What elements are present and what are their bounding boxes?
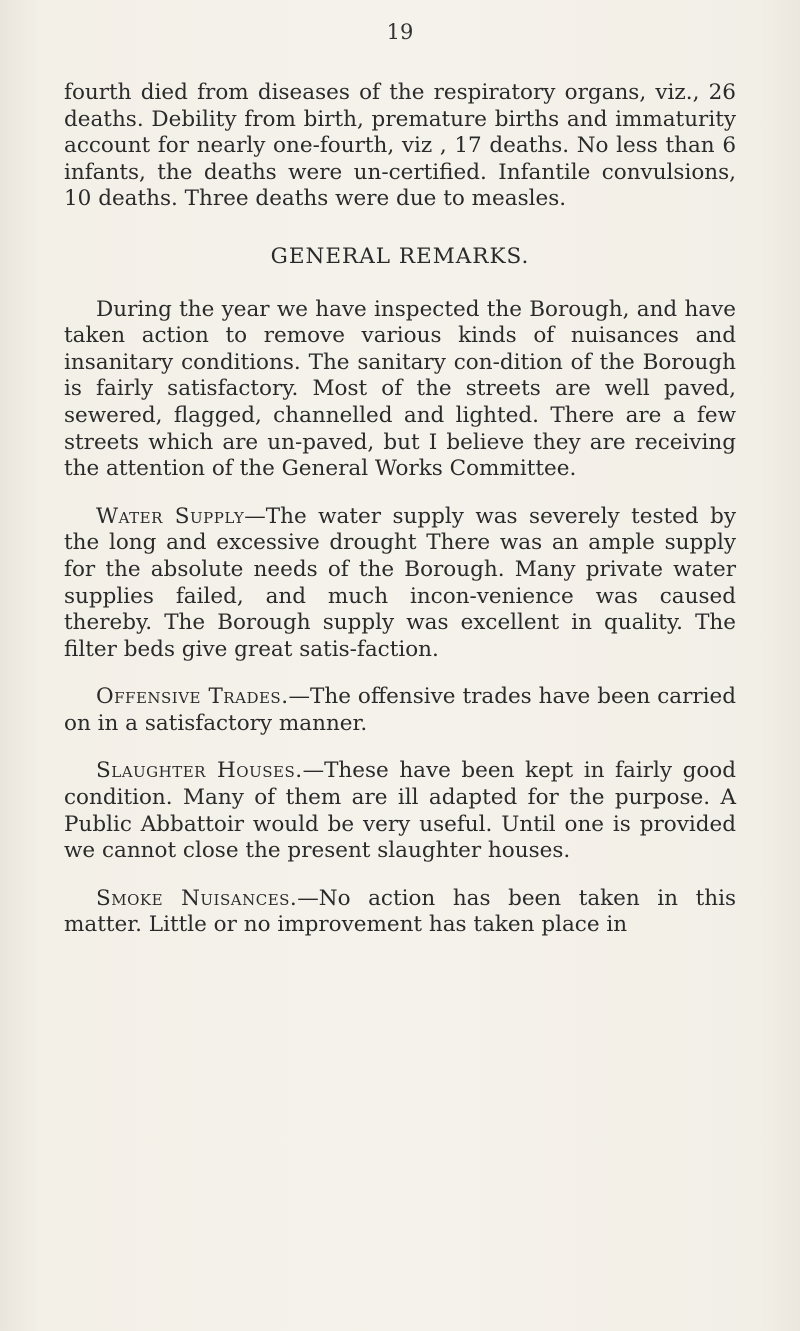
page-number: 19 [386, 20, 414, 44]
offensive-trades-body: —The offensive trades have been carried on in a satisfactory manner. [64, 684, 736, 736]
water-supply-body: —The water supply was severely tested by the long and excessive drought There was an ample supply for the absolute needs of the Borough. Many private water supplies failed, and much incon-venience was caused thereby. The Borough supply was excellent in quality. The filter beds give great satis-faction. [64, 503, 737, 662]
slaughter-houses-paragraph [64, 758, 736, 864]
section-heading: GENERAL REMARKS. [270, 243, 530, 269]
water-supply-paragraph [64, 504, 736, 664]
slaughter-houses-body: —These have been kept in fairly good condition. Many of them are ill adapted for the purpose. A Public Abbattoir would be very useful. Until one is provided we cannot close the present slaughter houses. [64, 758, 736, 864]
smoke-nuisances-title: Smoke Nuisances. [96, 885, 298, 911]
offensive-trades-title: Offensive Trades. [96, 684, 289, 710]
intro-paragraph: fourth died from diseases of the respiratory organs, viz., 26 deaths. Debility from birth, premature births and immaturity account for nearly one-fourth, viz , 17 deaths. No less than 6 infants, the deaths were un-certified. Infantile convulsions, 10 deaths. Three deaths were due to measles. [64, 80, 736, 212]
slaughter-houses-title: Slaughter Houses. [96, 758, 303, 784]
smoke-nuisances-paragraph [64, 886, 736, 939]
smoke-nuisances-body: —No action has been taken in this matter. Little or no improvement has taken place in [64, 885, 736, 938]
water-supply-title: Water Supply [96, 503, 245, 529]
general-remarks-paragraph: During the year we have inspected the Borough, and have taken action to remove various kinds of nuisances and insanitary conditions. The sanitary con-dition of the Borough is fairly satisfactory. Most of the streets are well paved, sewered, flagged, channelled and lighted. There are a few streets which are un-paved, but I believe they are receiving the attention of the General Works Committee. [64, 296, 736, 482]
offensive-trades-paragraph [64, 684, 736, 737]
document-body [64, 80, 736, 939]
